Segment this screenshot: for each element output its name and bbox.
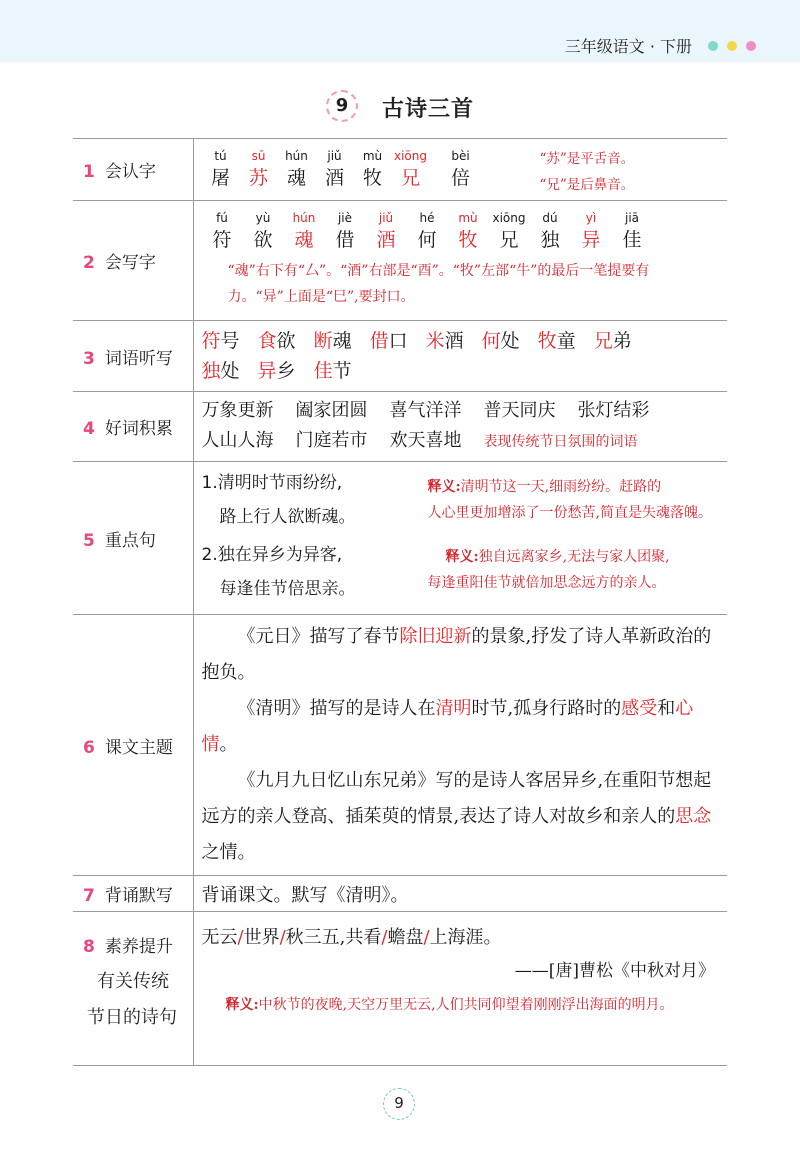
hanzi: 魂 [294,229,314,251]
poem-source: ——[唐]曹松《中秋对月》 [514,961,715,981]
word-rest: 童 [556,330,576,352]
poem-segment: 蟾盘 [387,927,424,948]
word-key-char: 借 [369,330,389,352]
pinyin: fú [216,211,228,225]
row-label: 3 词语听写 [73,321,193,392]
row-dictation [73,321,727,392]
row-label: 1 会认字 [73,139,193,201]
dictation-word [314,360,352,382]
green-dot-icon [708,41,718,51]
dictation-word [202,330,240,352]
row-content [193,392,727,462]
hanzi: 魂 [286,167,306,189]
dictation-word [202,360,240,382]
pinyin: hún [285,149,308,163]
pinyin: dú [542,211,558,225]
row-content [193,139,727,201]
sentence-line: 路上行人欲断魂。 [219,507,356,527]
poem-line [202,922,720,954]
row-content [193,321,727,392]
word-rest: 处 [500,330,520,352]
pinyin: hún [292,211,316,225]
row-key-sentences [73,462,727,615]
good-word: 万象更新 [201,400,274,421]
word-rest: 魂 [332,330,352,352]
poem-segment: 上海涯。 [429,927,502,948]
word-rest: 处 [220,360,240,382]
sentence-block [202,466,720,538]
word-key-char: 牧 [537,330,557,352]
word-rest: 口 [388,330,408,352]
row-theme [73,615,727,876]
explanation: 释义:独自远离家乡,无法与家人团聚, 每逢重阳佳节就倍加思念远方的亲人。 [427,549,670,591]
note: “兄”是后鼻音。 [539,177,635,193]
dictation-word [370,330,408,352]
hanzi: 兄 [499,229,519,251]
row-recite [73,876,727,912]
pinyin: mù [362,149,383,163]
good-word: 张灯结彩 [577,400,650,421]
char-row [202,163,720,190]
hanzi: 倍 [450,167,470,189]
word-key-char: 异 [257,360,277,382]
yellow-dot-icon [727,41,737,51]
word-rest: 节 [332,360,352,382]
word-key-char: 符 [201,330,221,352]
poem-segment: 秋三五,共看 [285,927,382,948]
word-line [202,326,720,356]
theme-paragraph: 《清明》描写的是诗人在清明时节,孤身行路时的感受和心情。 [201,698,694,755]
word-rest: 号 [220,330,240,352]
explanation: 释义:中秋节的夜晚,天空万里无云,人们共同仰望着刚刚浮出海面的明月。 [225,997,674,1013]
word-key-char: 独 [201,360,221,382]
row-content [193,615,727,876]
hanzi: 何 [417,229,437,251]
word-rest: 欲 [276,330,296,352]
hanzi: 屠 [210,167,230,189]
word-key-char: 米 [425,330,445,352]
row-content [193,912,727,1066]
pinyin: tú [214,149,227,163]
good-word: 喜气洋洋 [389,400,462,421]
row-label: 7 背诵默写 [73,876,193,912]
char-row [202,225,720,252]
hanzi: 异 [581,229,601,251]
dictation-word [314,330,352,352]
hanzi: 独 [540,229,560,251]
dictation-word [594,330,632,352]
row-label: 4 好词积累 [73,392,193,462]
theme-paragraph: 《元日》描写了春节除旧迎新的景象,抒发了诗人革新政治的抱负。 [201,626,712,683]
hanzi: 牧 [362,167,382,189]
pinyin-row [202,211,720,225]
word-key-char: 佳 [313,360,333,382]
row-content [193,201,727,321]
pause-mark: / [279,927,286,948]
page-number: 9 [383,1088,415,1120]
pinyin: mù [458,211,478,225]
pinyin: jiā [624,211,640,225]
hanzi: 符 [212,229,232,251]
row-content [193,462,727,615]
good-word: 普天同庆 [483,400,556,421]
dictation-word [258,330,296,352]
header-band [0,0,800,62]
word-rest: 乡 [276,360,296,382]
note: “魂”右下有“厶”。“酒”右部是“酉”。“牧”左部“牛”的最后一笔提要有力。“异”上面是“巳”,要封口。 [227,263,650,305]
theme-paragraph: 《九月九日忆山东兄弟》写的是诗人客居异乡,在重阳节想起远方的亲人登高、插茱萸的情景,表达了诗人对故乡和亲人的思念之情。 [201,770,712,863]
lesson-number: 9 [326,90,358,122]
pink-dot-icon [746,41,756,51]
word-key-char: 食 [257,330,277,352]
sentence-block [202,538,720,610]
hanzi: 兄 [400,167,420,189]
hanzi: 欲 [253,229,273,251]
row-write [73,201,727,321]
poem-segment: 世界 [243,927,280,948]
good-word: 人山人海 [201,430,274,451]
word-key-char: 何 [481,330,501,352]
hanzi: 酒 [324,167,344,189]
hanzi: 借 [335,229,355,251]
word-rest: 酒 [444,330,464,352]
pinyin: jiè [337,211,353,225]
hanzi: 酒 [376,229,396,251]
poem-segment: 无云 [201,927,238,948]
word-rest: 弟 [612,330,632,352]
dictation-word [258,360,296,382]
sentence-line: 1.清明时节雨纷纷, [201,473,343,493]
word-line [202,356,720,386]
pinyin: jiǔ [378,211,394,225]
word-key-char: 断 [313,330,333,352]
good-word: 门庭若市 [295,430,368,451]
dictation-word [538,330,576,352]
row-label: 5 重点句 [73,462,193,615]
dictation-word [426,330,464,352]
pause-mark: / [423,927,430,948]
hanzi: 苏 [248,167,268,189]
pinyin: yù [255,211,271,225]
pinyin: sū [251,149,266,163]
pinyin: bèi [451,149,470,163]
sentence-line: 2.独在异乡为异客, [201,545,343,565]
pinyin: xiōng [394,149,427,163]
pause-mark: / [237,927,244,948]
pause-mark: / [381,927,388,948]
word-line [202,396,720,426]
row-label: 6 课文主题 [73,615,193,876]
note: 表现传统节日氛围的词语 [483,434,638,450]
pinyin: yì [585,211,597,225]
study-table [73,138,727,1066]
word-line [202,426,720,457]
explanation: 释义:清明节这一天,细雨纷纷。赶路的 人心里更加增添了一份愁苦,简直是失魂落魄。 [427,479,712,521]
sentence-line: 每逢佳节倍思亲。 [219,579,356,599]
row-content: 背诵课文。默写《清明》。 [193,876,727,912]
good-word: 阖家团圆 [295,400,368,421]
lesson-title: 古诗三首 [382,97,475,122]
row-good-words [73,392,727,462]
pinyin: jiǔ [327,149,342,163]
dictation-word [482,330,520,352]
grade-label: 三年级语文 · 下册 [564,37,692,56]
pinyin: hé [419,211,435,225]
hanzi: 佳 [622,229,642,251]
row-label: 8 素养提升 有关传统 节日的诗句 [73,912,193,1066]
row-label: 2 会写字 [73,201,193,321]
row-recognize [73,139,727,201]
good-word: 欢天喜地 [389,430,462,451]
word-key-char: 兄 [593,330,613,352]
note: “苏”是平舌音。 [539,151,635,167]
hanzi: 牧 [458,229,478,251]
pinyin: xiōng [492,211,526,225]
row-literacy [73,912,727,1066]
pinyin-row [202,149,720,163]
